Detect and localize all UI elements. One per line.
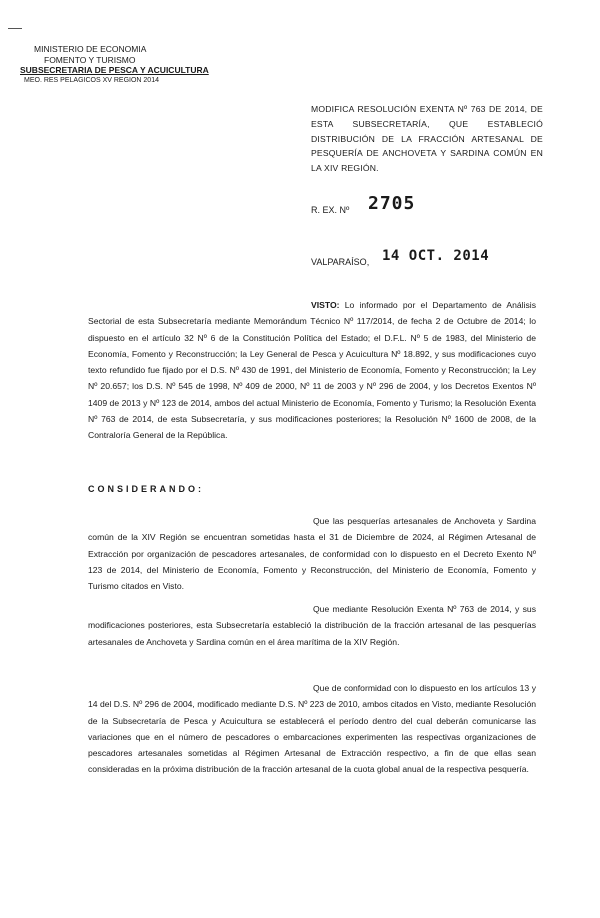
paragraph-text: Que de conformidad con lo dispuesto en los artículos 13 y 14 del D.S. Nº 296 de 2004, modificado mediante D.S. Nº 223 de 2010, ambos citados en Visto, mediante Resolución de la Subsecretaría de Pesca y Acuicultura se establecerá el período dentro del cual deberán comunicarse las variaciones que en el número de pescadores o embarcaciones experimenten las respectivas organizaciones de pescadores artesanales sometidas al Régimen Artesanal de Extracción respectivo, a fin de que ellas sean consideradas en la próxima distribución de la fracción artesanal de la cuota global anual de la respectiva pesquería. [88, 683, 537, 775]
letterhead [20, 44, 210, 86]
place: VALPARAÍSO, [311, 257, 370, 267]
considerando-paragraph-2 [88, 601, 536, 650]
ministry-name: MINISTERIO DE ECONOMIA [34, 44, 147, 54]
paragraph-text: Que las pesquerías artesanales de Anchoveta y Sardina común de la XIV Región se encuentran sometidas hasta el 31 de Diciembre de 2024, al Régimen Artesanal de Extracción por organización de pescadores artesanales, de conformidad con lo dispuesto en el Decreto Exento Nº 123 de 2014, del Ministerio de Economía, Fomento y Reconstrucción, del Ministerio de Economía, Fomento y Turismo citados en Visto. [88, 516, 536, 592]
visto-label: VISTO: [311, 300, 340, 310]
resolution-subject: MODIFICA RESOLUCIÓN EXENTA Nº 763 DE 2014, DE ESTA SUBSECRETARÍA, QUE ESTABLECIÓ DISTRIBUCIÓN DE LA FRACCIÓN ARTESANAL DE PESQUERÍA DE ANCHOVETA Y SARDINA COMÚN EN LA XIV REGIÓN. [311, 104, 543, 174]
resolution-number: 2705 [368, 193, 416, 214]
visto-text: Lo informado por el Departamento de Análisis Sectorial de esta Subsecretaría mediante Memorándum Técnico Nº 117/2014, de fecha 2 de Octubre de 2014; lo dispuesto en el artículo 32 Nº 6 de la Constitución Política del Estado; el D.F.L. Nº 5 de 1983, del Ministerio de Economía, Fomento y Reconstrucción; la Ley General de Pesca y Acuicultura Nº 18.892, y sus modificaciones cuyo texto refundido fue fijado por el D.S. Nº 430 de 1991, del Ministerio de Economía, Fomento y Reconstrucción; la Ley Nº 20.657; los D.S. Nº 545 de 1998, Nº 409 de 2000, Nº 11 de 2003 y Nº 296 de 2004, y los Decretos Exentos Nº 1409 de 2013 y Nº 123 de 2014, ambos del actual Ministerio de Economía, Fomento y Turismo; la Resolución Exenta Nº 763 de 2014, de esta Subsecretaría, y sus modificaciones posteriores; la Resolución Nº 1600 de 2008, de la Contraloría General de la República. [88, 300, 536, 441]
corner-mark [8, 28, 22, 29]
paragraph-text: Que mediante Resolución Exenta Nº 763 de 2014, y sus modificaciones posteriores, esta Subsecretaría estableció la distribución de la fracción artesanal de las pesquerías artesanales de Anchoveta y Sardina común en el área marítima de la XIV Región. [88, 604, 536, 647]
subsecretaria-name: SUBSECRETARIA DE PESCA Y ACUICULTURA [20, 65, 209, 75]
considerando-paragraph-1 [88, 513, 536, 594]
visto-paragraph [88, 297, 536, 444]
date-stamp: 14 OCT. 2014 [382, 248, 490, 264]
considerando-paragraph-3 [88, 680, 536, 778]
considerando-heading: CONSIDERANDO: [88, 484, 205, 494]
resolution-label: R. EX. Nº [311, 205, 350, 215]
ministry-sub: FOMENTO Y TURISMO [44, 54, 136, 65]
reference-code: MEO. RES PELAGICOS XV REGION 2014 [24, 76, 159, 84]
